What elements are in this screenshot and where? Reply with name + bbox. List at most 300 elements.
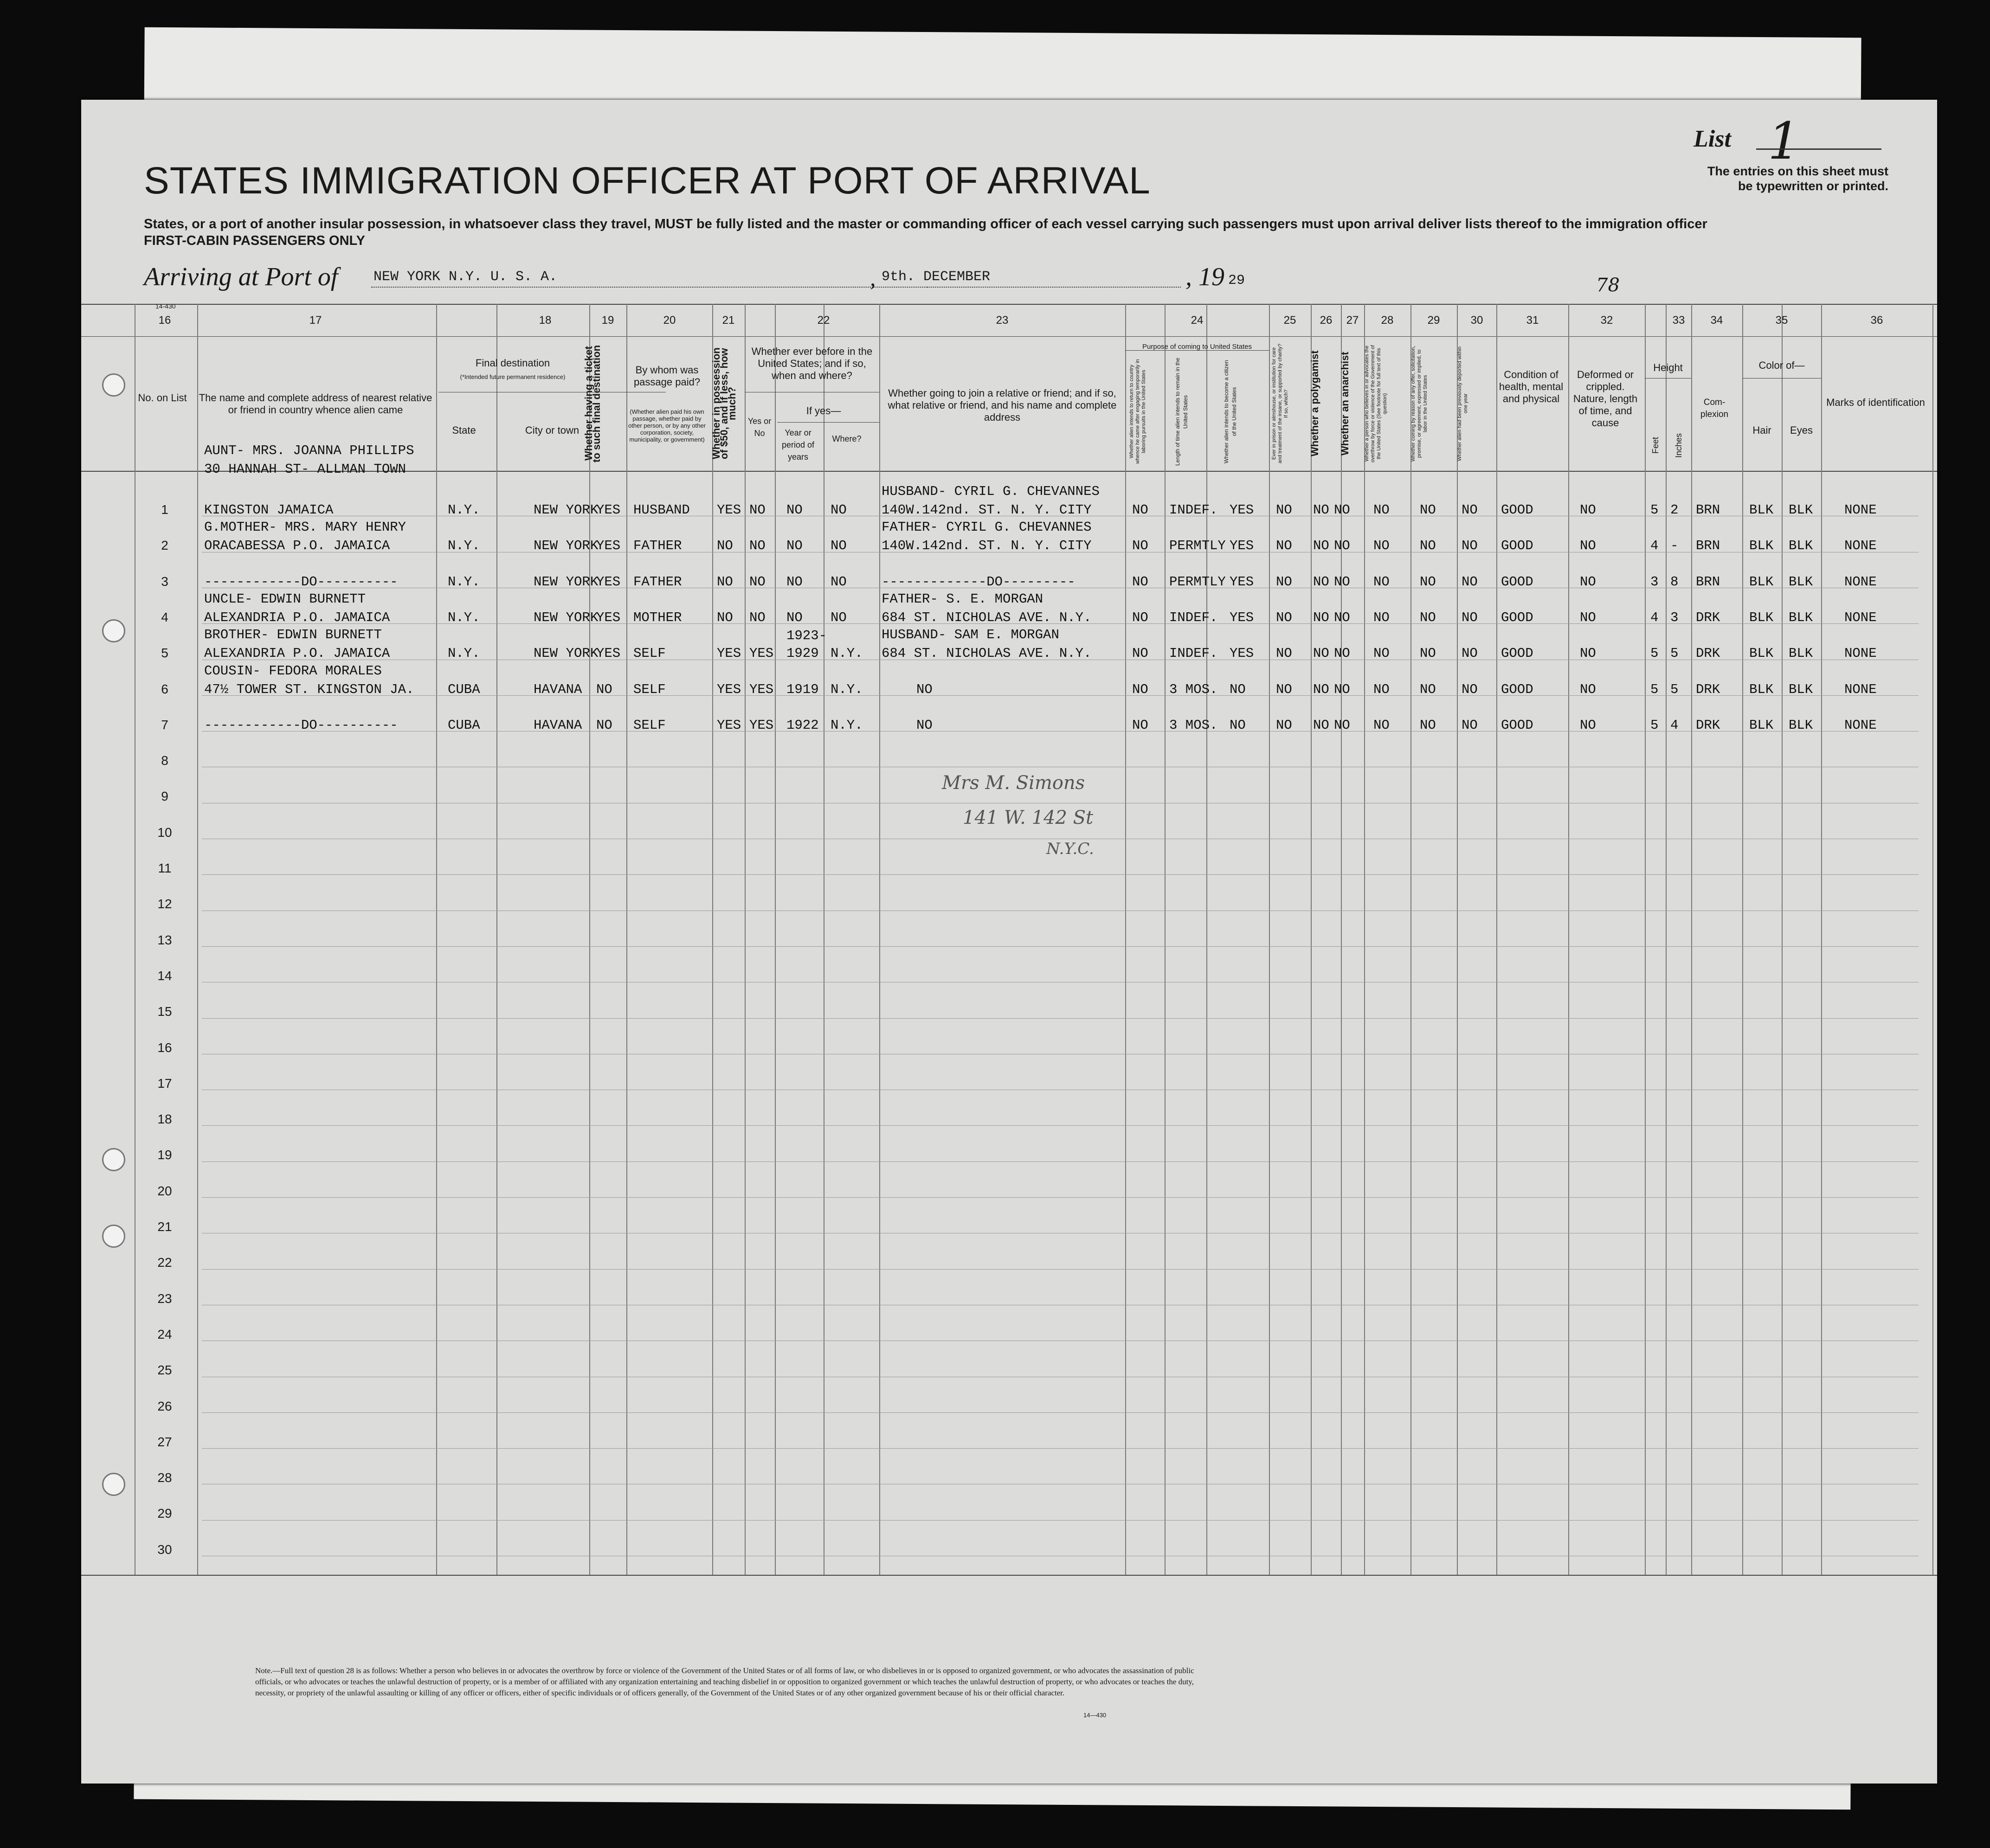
header-polygamist: Whether a polygamist: [1309, 350, 1320, 457]
header-prison: Ever in prison or almshouse, or institution for care and treatment of the insane, or supported by charity? If so, which?: [1271, 343, 1289, 464]
cell-return: NO: [1132, 681, 1148, 697]
row-number: 19: [157, 1148, 172, 1162]
relative-line: COUSIN- FEDORA MORALES: [204, 663, 382, 679]
cell-years: NO: [786, 610, 803, 625]
column-number: 23: [996, 314, 1009, 327]
cell-overthrow: NO: [1373, 538, 1390, 554]
column-rule: [626, 304, 627, 1575]
relative-line: 47½ TOWER ST. KINGSTON JA.: [204, 681, 414, 697]
cell-paid: FATHER: [633, 538, 682, 554]
cell-prison: NO: [1276, 717, 1292, 733]
joining-line: NO: [916, 717, 933, 733]
cell-ticket: YES: [596, 574, 621, 590]
header-ever-before: Whether ever before in the United States; and if so, when and where?: [751, 346, 873, 381]
row-number: 26: [157, 1399, 172, 1413]
row-number: 7: [161, 717, 168, 732]
header-possession: Whether in possession of $50, and if less, how much?: [710, 347, 738, 460]
joining-line: 140W.142nd. ST. N. Y. CITY: [882, 538, 1092, 554]
header-anarchist: Whether an anarchist: [1339, 352, 1351, 456]
cell-marks: NONE: [1844, 538, 1877, 554]
column-rule: [1410, 304, 1411, 1575]
cell-overthrow: NO: [1373, 574, 1390, 590]
cell-feet: 5: [1650, 717, 1659, 733]
manifest-sheet: [81, 100, 1937, 1784]
cell-complexion: DRK: [1696, 717, 1720, 733]
cell-polygamist: NO: [1313, 646, 1329, 661]
punch-hole-icon: [102, 1148, 125, 1171]
cell-paid: HUSBAND: [633, 502, 690, 518]
cell-length: PERMTLY: [1169, 538, 1226, 554]
subheader-rule: [1645, 378, 1691, 379]
cell-anarchist: NO: [1334, 717, 1350, 733]
cell-state: N.Y.: [448, 538, 480, 554]
column-number: 28: [1381, 314, 1394, 327]
row-number: 23: [157, 1291, 172, 1306]
cell-polygamist: NO: [1313, 610, 1329, 625]
row-number: 1: [161, 502, 168, 517]
cell-city: HAVANA: [534, 717, 582, 733]
cell-state: N.Y.: [448, 610, 480, 625]
row-number: 24: [157, 1327, 172, 1341]
cell-return: NO: [1132, 538, 1148, 554]
relative-line: KINGSTON JAMAICA: [204, 502, 334, 518]
cell-complexion: DRK: [1696, 681, 1720, 697]
cell-anarchist: NO: [1334, 681, 1350, 697]
cell-deformed: NO: [1580, 574, 1596, 590]
cell-offer: NO: [1420, 502, 1436, 518]
cell-before: YES: [749, 681, 774, 697]
cell-inches: 5: [1670, 681, 1679, 697]
header-passage-paid: By whom was passage paid?: [633, 364, 701, 388]
row-number: 12: [157, 897, 172, 911]
cell-paid: MOTHER: [633, 610, 682, 625]
row-number: 8: [161, 753, 168, 768]
row-rule: [202, 874, 1919, 875]
column-number: 18: [539, 314, 552, 327]
year-suffix: 29: [1228, 273, 1245, 289]
cell-hair: BLK: [1749, 574, 1774, 590]
cell-before: NO: [749, 574, 766, 590]
cell-paid: SELF: [633, 717, 666, 733]
row-number: 27: [157, 1434, 172, 1449]
cell-hair: BLK: [1749, 538, 1774, 554]
joining-line: 684 ST. NICHOLAS AVE. N.Y.: [882, 646, 1092, 661]
row-number: 15: [157, 1004, 172, 1019]
column-number: 31: [1526, 314, 1539, 327]
column-number: 20: [663, 314, 676, 327]
row-rule: [202, 1125, 1919, 1126]
joining-line: 140W.142nd. ST. N. Y. CITY: [882, 502, 1092, 518]
cell-hair: BLK: [1749, 502, 1774, 518]
header-complexion: Com-plexion: [1700, 398, 1729, 419]
cell-inches: 5: [1670, 646, 1679, 661]
cell-city: NEW YORK: [534, 610, 599, 625]
relative-line: ------------DO----------: [204, 574, 398, 590]
cell-marks: NONE: [1844, 646, 1877, 661]
cell-overthrow: NO: [1373, 502, 1390, 518]
cell-offer: NO: [1420, 538, 1436, 554]
page-title: STATES IMMIGRATION OFFICER AT PORT OF ARRIVAL: [144, 160, 1151, 202]
relative-line: ALEXANDRIA P.O. JAMAICA: [204, 646, 390, 661]
cell-before: YES: [749, 717, 774, 733]
cell-return: NO: [1132, 502, 1148, 518]
cell-eyes: BLK: [1789, 574, 1813, 590]
row-rule: [202, 1161, 1919, 1162]
cell-deported: NO: [1462, 646, 1478, 661]
cell-where: N.Y.: [831, 681, 863, 697]
column-rule: [1457, 304, 1458, 1575]
cell-state: CUBA: [448, 681, 480, 697]
relative-line: ALEXANDRIA P.O. JAMAICA: [204, 610, 390, 625]
column-number: 25: [1283, 314, 1296, 327]
cell-citizen: NO: [1230, 717, 1246, 733]
column-number: 30: [1470, 314, 1483, 327]
cell-offer: NO: [1420, 681, 1436, 697]
cell-before: YES: [749, 646, 774, 661]
cell-citizen: YES: [1230, 610, 1254, 625]
cell-deformed: NO: [1580, 538, 1596, 554]
page-number: 78: [1596, 275, 1620, 296]
cell-anarchist: NO: [1334, 574, 1350, 590]
cell-money: NO: [717, 574, 733, 590]
cell-eyes: BLK: [1789, 681, 1813, 697]
cell-complexion: BRN: [1696, 502, 1720, 518]
row-number: 17: [157, 1076, 172, 1091]
cell-years: NO: [786, 538, 803, 554]
cell-years: 1922: [786, 717, 819, 733]
cell-marks: NONE: [1844, 610, 1877, 625]
cell-money: NO: [717, 610, 733, 625]
column-rule: [1364, 304, 1365, 1575]
cell-money: YES: [717, 502, 741, 518]
row-rule: [202, 1197, 1919, 1198]
header-marks: Marks of identification: [1826, 397, 1925, 408]
column-rule: [1496, 304, 1497, 1575]
cell-where: NO: [831, 574, 847, 590]
column-rule: [1645, 304, 1646, 1575]
row-rule: [202, 1520, 1919, 1521]
column-number: 26: [1320, 314, 1333, 327]
joining-line: FATHER- S. E. MORGAN: [882, 591, 1043, 607]
years-top: 1923-: [786, 628, 827, 644]
cell-feet: 5: [1650, 646, 1659, 661]
cell-inches: 2: [1670, 502, 1679, 518]
header-no-on-list: No. on List: [138, 392, 187, 404]
list-number: 1: [1768, 111, 1800, 171]
row-number: 21: [157, 1219, 172, 1234]
cell-deported: NO: [1462, 681, 1478, 697]
column-rule: [589, 304, 590, 1575]
header-ticket: Whether having a ticket to such final destination: [583, 345, 602, 462]
column-rule: [1666, 304, 1667, 1575]
cell-ticket: YES: [596, 646, 621, 661]
column-rule: [1742, 304, 1743, 1575]
header-final-destination-note: (*Intended future permanent residence): [460, 373, 566, 380]
cell-complexion: DRK: [1696, 646, 1720, 661]
cell-hair: BLK: [1749, 646, 1774, 661]
cell-deformed: NO: [1580, 681, 1596, 697]
cell-complexion: DRK: [1696, 610, 1720, 625]
cell-overthrow: NO: [1373, 646, 1390, 661]
cell-prison: NO: [1276, 574, 1292, 590]
column-rule: [1821, 304, 1822, 1575]
cell-polygamist: NO: [1313, 538, 1329, 554]
cell-ticket: YES: [596, 610, 621, 625]
row-number: 4: [161, 610, 168, 624]
cell-health: GOOD: [1501, 681, 1533, 697]
cell-inches: 3: [1670, 610, 1679, 625]
list-label: List: [1694, 126, 1731, 152]
cell-before: NO: [749, 610, 766, 625]
cell-length: 3 MOS.: [1169, 681, 1218, 697]
punch-hole-icon: [102, 373, 125, 397]
cell-length: INDEF.: [1169, 502, 1218, 518]
separator: ,: [870, 265, 876, 291]
cell-prison: NO: [1276, 502, 1292, 518]
punch-hole-icon: [102, 1225, 125, 1248]
row-number: 2: [161, 538, 168, 553]
cell-complexion: BRN: [1696, 538, 1720, 554]
cell-city: NEW YORK: [534, 574, 599, 590]
joining-line: HUSBAND- SAM E. MORGAN: [882, 627, 1059, 643]
column-rule: [1165, 304, 1166, 1575]
cell-feet: 4: [1650, 538, 1659, 554]
row-number: 14: [157, 968, 172, 983]
footnote-ref: 14—430: [1083, 1712, 1107, 1719]
cell-offer: NO: [1420, 646, 1436, 661]
cell-anarchist: NO: [1334, 502, 1350, 518]
cell-length: 3 MOS.: [1169, 717, 1218, 733]
row-rule: [202, 1412, 1919, 1413]
cell-state: N.Y.: [448, 574, 480, 590]
port-value: NEW YORK N.Y. U. S. A.: [374, 269, 558, 285]
row-number: 16: [157, 1040, 172, 1055]
column-rule: [197, 304, 198, 1575]
cell-prison: NO: [1276, 610, 1292, 625]
header-where: Where?: [832, 434, 862, 443]
punch-hole-icon: [102, 1473, 125, 1496]
handwritten-name: Mrs M. Simons: [942, 772, 1085, 794]
cell-money: YES: [717, 681, 741, 697]
column-rule: [1568, 304, 1569, 1575]
header-purpose-a: Whether alien intends to return to country whence he came after engaging temporarily in laboring pursuits in the United States: [1129, 359, 1146, 464]
header-purpose-c: Whether alien intends to become a citizen of the United States: [1223, 360, 1237, 463]
row-number: 13: [157, 932, 172, 947]
arrival-date: 9th. DECEMBER: [882, 269, 991, 285]
row-rule: [202, 1269, 1919, 1270]
header-deported: Whether alien had been previously deported within one year: [1457, 346, 1468, 461]
cell-citizen: NO: [1230, 681, 1246, 697]
cell-before: NO: [749, 538, 766, 554]
cell-deported: NO: [1462, 717, 1478, 733]
cell-offer: NO: [1420, 610, 1436, 625]
column-rule: [436, 304, 437, 1575]
header-if-yes: If yes—: [806, 405, 841, 417]
header-nearest-relative: The name and complete address of nearest relative or friend in country whence alien came: [199, 392, 432, 416]
cell-polygamist: NO: [1313, 717, 1329, 733]
column-number: 22: [817, 314, 830, 327]
cell-health: GOOD: [1501, 610, 1533, 625]
table-top-rule: [81, 304, 1937, 305]
cell-deported: NO: [1462, 538, 1478, 554]
column-number: 36: [1870, 314, 1883, 327]
cell-prison: NO: [1276, 681, 1292, 697]
cell-marks: NONE: [1844, 717, 1877, 733]
cell-citizen: YES: [1230, 502, 1254, 518]
cell-deformed: NO: [1580, 610, 1596, 625]
relative-line: G.MOTHER- MRS. MARY HENRY: [204, 520, 406, 535]
column-number: 33: [1672, 314, 1685, 327]
header-yes-no: Yes or No: [747, 417, 772, 438]
relative-line: 30 HANNAH ST- ALLMAN TOWN: [204, 462, 406, 477]
header-offer: Whether coming by reason of any offer, solicitation, promise, or agreement, expressed or implied, to labor in the United States: [1410, 346, 1428, 462]
joining-line: NO: [916, 681, 933, 697]
column-rule: [879, 304, 880, 1575]
cell-deformed: NO: [1580, 646, 1596, 661]
cell-money: YES: [717, 646, 741, 661]
cell-complexion: BRN: [1696, 574, 1720, 590]
cell-years: NO: [786, 502, 803, 518]
row-number: 9: [161, 789, 168, 804]
row-number: 22: [157, 1255, 172, 1270]
cell-length: INDEF.: [1169, 646, 1218, 661]
cell-return: NO: [1132, 610, 1148, 625]
cell-prison: NO: [1276, 646, 1292, 661]
cell-state: N.Y.: [448, 502, 480, 518]
cell-eyes: BLK: [1789, 717, 1813, 733]
cell-hair: BLK: [1749, 610, 1774, 625]
cell-feet: 5: [1650, 681, 1659, 697]
cell-feet: 5: [1650, 502, 1659, 518]
column-rule: [1311, 304, 1312, 1575]
cell-citizen: YES: [1230, 574, 1254, 590]
cell-marks: NONE: [1844, 681, 1877, 697]
cell-ticket: YES: [596, 538, 621, 554]
cell-feet: 3: [1650, 574, 1659, 590]
relative-line: BROTHER- EDWIN BURNETT: [204, 627, 382, 643]
cell-city: NEW YORK: [534, 646, 599, 661]
cell-ticket: NO: [596, 717, 612, 733]
cell-deformed: NO: [1580, 717, 1596, 733]
cell-health: GOOD: [1501, 574, 1533, 590]
column-number: 35: [1775, 314, 1788, 327]
cell-prison: NO: [1276, 538, 1292, 554]
cell-where: NO: [831, 502, 847, 518]
relative-line: ORACABESSA P.O. JAMAICA: [204, 538, 390, 554]
cell-length: PERMTLY: [1169, 574, 1226, 590]
cell-health: GOOD: [1501, 646, 1533, 661]
year-prefix: , 19: [1185, 263, 1224, 291]
cell-state: N.Y.: [448, 646, 480, 661]
header-passage-note: (Whether alien paid his own passage, whether paid by other person, or by any other corporation, society, municipality, or government): [628, 408, 706, 443]
cell-deformed: NO: [1580, 502, 1596, 518]
cell-ticket: YES: [596, 502, 621, 518]
cell-citizen: YES: [1230, 646, 1254, 661]
cell-anarchist: NO: [1334, 646, 1350, 661]
header-purpose-b: Length of time alien intends to remain in the United States: [1174, 358, 1189, 466]
column-number: 19: [601, 314, 614, 327]
column-number: 32: [1600, 314, 1613, 327]
column-number: 29: [1427, 314, 1440, 327]
cell-health: GOOD: [1501, 538, 1533, 554]
joining-line: -------------DO---------: [882, 574, 1076, 590]
cell-ticket: NO: [596, 681, 612, 697]
column-rule: [775, 304, 776, 1575]
row-number: 5: [161, 646, 168, 661]
cell-where: NO: [831, 538, 847, 554]
column-rule: [496, 304, 497, 1575]
cell-citizen: YES: [1230, 538, 1254, 554]
column-number: 24: [1191, 314, 1204, 327]
cell-city: NEW YORK: [534, 502, 599, 518]
header-hair: Hair: [1752, 424, 1771, 436]
relative-line: ------------DO----------: [204, 717, 398, 733]
cell-state: CUBA: [448, 717, 480, 733]
cell-offer: NO: [1420, 574, 1436, 590]
row-rule: [202, 946, 1919, 947]
date-underline: [879, 287, 1181, 288]
table-bottom-rule: [81, 1575, 1937, 1576]
arriving-label: Arriving at Port of: [144, 263, 338, 291]
column-rule: [1125, 304, 1126, 1575]
row-number: 28: [157, 1470, 172, 1485]
cell-hair: BLK: [1749, 681, 1774, 697]
subheader-rule: [1125, 350, 1269, 351]
cell-deported: NO: [1462, 574, 1478, 590]
row-number: 10: [157, 825, 172, 840]
cell-city: HAVANA: [534, 681, 582, 697]
header-height: Height: [1653, 362, 1683, 373]
column-rule: [1782, 304, 1783, 1575]
cell-where: N.Y.: [831, 717, 863, 733]
row-number: 6: [161, 681, 168, 696]
cell-length: INDEF.: [1169, 610, 1218, 625]
header-year-period: Year or period of years: [781, 428, 815, 462]
row-rule: [202, 1018, 1919, 1019]
relative-line: AUNT- MRS. JOANNA PHILLIPS: [204, 443, 414, 458]
port-underline: [371, 287, 928, 288]
joining-line: FATHER- CYRIL G. CHEVANNES: [882, 520, 1092, 535]
subtitle: States, or a port of another insular possession, in whatsoever class they travel, MUST be fully listed and the master or commanding officer of each vessel carrying such passengers must upon arrival deliver lists thereof to the immigration officer FIRST-CABIN PASSENGERS ONLY: [144, 217, 1707, 248]
cell-years: NO: [786, 574, 803, 590]
header-city: City or town: [525, 424, 580, 436]
cell-inches: -: [1670, 538, 1679, 554]
cell-years: 1929: [786, 646, 819, 661]
colnum-rule: [81, 336, 1937, 337]
column-number: 27: [1346, 314, 1359, 327]
row-number: 18: [157, 1112, 172, 1127]
handwritten-city: N.Y.C.: [1046, 840, 1094, 858]
cell-city: NEW YORK: [534, 538, 599, 554]
column-rule: [745, 304, 746, 1575]
header-final-destination: Final destination: [475, 357, 550, 369]
header-overthrow: Whether a person who believes in or advocates the overthrow by force or violence of the Government of the United States (See footnote for full text of this question): [1364, 345, 1388, 462]
cell-money: NO: [717, 538, 733, 554]
header-state: State: [452, 424, 476, 436]
entries-note: The entries on this sheet must be typewritten or printed.: [1707, 164, 1888, 193]
cell-overthrow: NO: [1373, 681, 1390, 697]
column-number: 17: [309, 314, 322, 327]
cell-hair: BLK: [1749, 717, 1774, 733]
cell-where: N.Y.: [831, 646, 863, 661]
cell-health: GOOD: [1501, 717, 1533, 733]
header-eyes: Eyes: [1790, 424, 1813, 436]
row-number: 29: [157, 1506, 172, 1521]
row-number: 11: [158, 861, 172, 875]
joining-line: 684 ST. NICHOLAS AVE. N.Y.: [882, 610, 1092, 625]
joining-line: HUSBAND- CYRIL G. CHEVANNES: [882, 484, 1100, 499]
cell-before: NO: [749, 502, 766, 518]
